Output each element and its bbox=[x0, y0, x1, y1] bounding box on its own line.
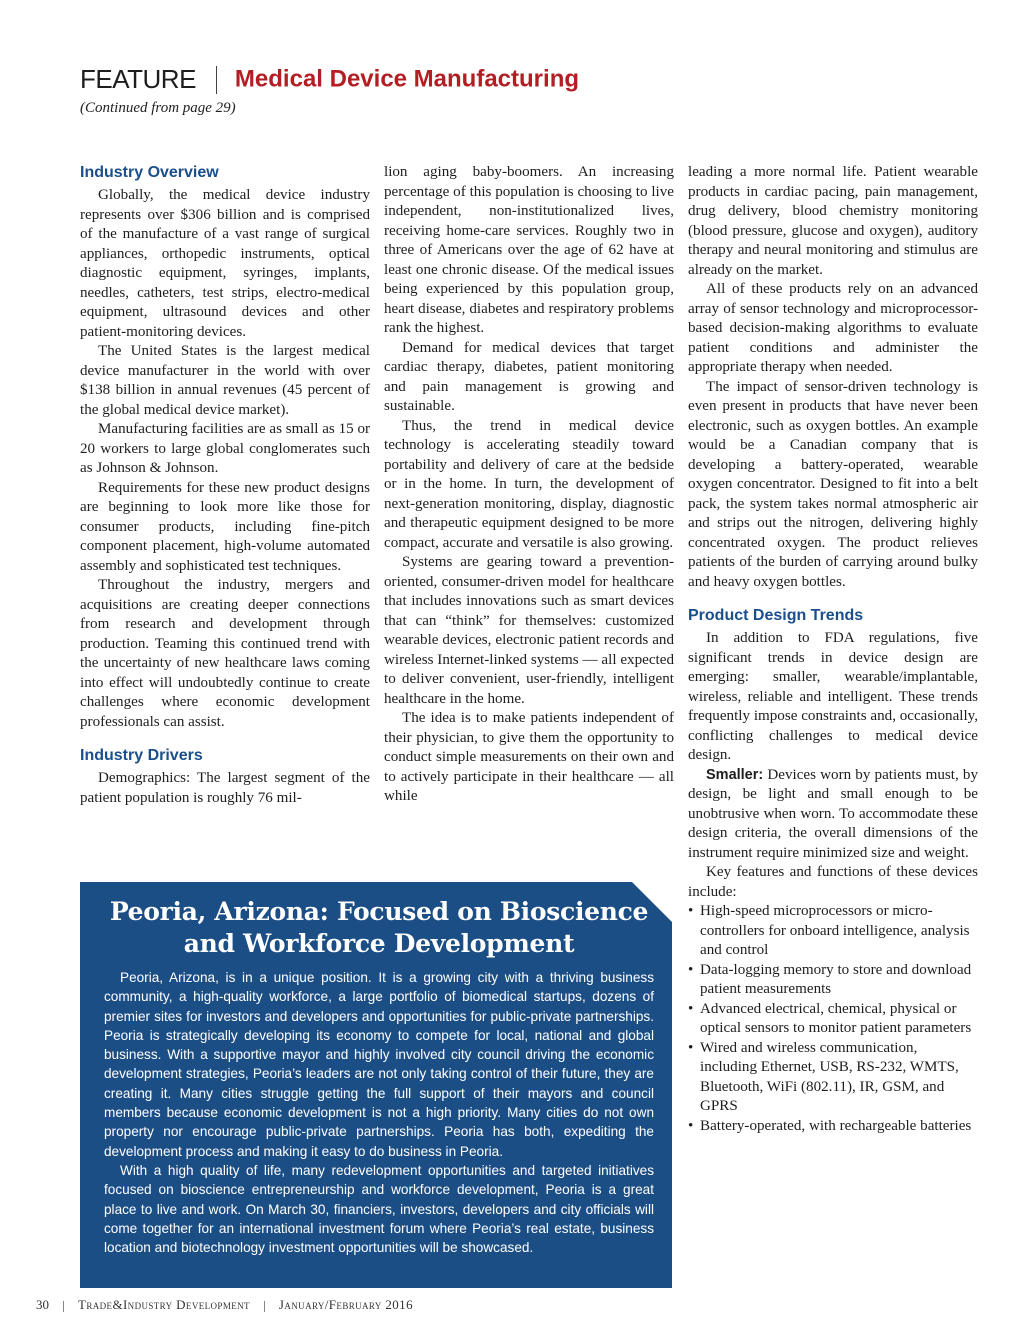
paragraph: Demand for medical devices that target cardiac therapy, diabetes, patient monitoring and pain management is growing and sustainable. bbox=[384, 339, 674, 414]
article-column-1 bbox=[80, 163, 370, 808]
paragraph: The idea is to make patients independent of their physician, to give them the opportunity to conduct simple measurements on their own and to actively participate in their healthcare — all while bbox=[384, 710, 674, 804]
paragraph: Throughout the industry, mergers and acquisitions are creating deeper connections from research and development through production. Teaming this continued trend with the uncertainty of new healthcare laws coming into effect will undoubtedly continue to create challenges where economic development professionals can assist. bbox=[80, 577, 370, 730]
sidebar-title bbox=[104, 896, 654, 960]
paragraph: Manufacturing facilities are as small as 15 or 20 workers to large global conglomerates such as Johnson & Johnson. bbox=[80, 421, 371, 476]
paragraph: Requirements for these new product designs are beginning to look more like those for consumer products, including fine-pitch component placement, high-volume automated assembly and sophisticated test techniques. bbox=[80, 479, 370, 574]
paragraph-text: Devices worn by patients must, by design, be light and small enough to be unobtrusive when worn. To accommodate these design criteria, the overall dimensions of the instrument require minimized size and weight. bbox=[688, 766, 978, 861]
paragraph: The impact of sensor-driven technology is even present in products that have never been electronic, such as oxygen bottles. An example would be a Canadian company that is developing a battery-operated, wearable oxygen concentrator. Designed to fit into a belt pack, the system takes normal atmospheric air and strips out the nitrogen, delivering highly concentrated oxygen. The product relieves patients of the burden of carrying around bulky and heavy oxygen bottles. bbox=[688, 378, 978, 590]
sidebar-paragraph: Peoria, Arizona, is in a unique position. It is a growing city with a thriving business community, a high-quality workforce, a large portfolio of biomedical startups, dozens of premier sites for investors and developers and opportunities for public-private partnerships. Peoria is strategically developing its economy to compete for local, national and global business. With a supportive mayor and highly involved city council driving the economic development strategies, Peoria’s leaders are not only taking control of their future, they are creating it. Many cities struggle getting the full support of their mayors and council members because economic development is not a high priority. Many cities do not own property nor encourage public-private partnerships. Peoria has both, expediting the development process and making it easy to do business in Peoria. bbox=[104, 970, 654, 1159]
feature-label: FEATURE bbox=[80, 64, 196, 94]
magazine-name: Trade&Industry Development bbox=[78, 1297, 250, 1312]
issue-date: January/February 2016 bbox=[278, 1297, 413, 1312]
paragraph: Thus, the trend in medical device technology is accelerating steadily toward portability and delivery of care at the bedside or in the home. In turn, the development of next-generation monitoring, display, diagnostic and therapeutic equipment designed to be more compact, accurate and versatile is also growing. bbox=[384, 417, 674, 551]
run-in-heading: Smaller: bbox=[706, 766, 764, 783]
list-item: • Wired and wireless communication, including Ethernet, USB, RS-232, WMTS, Bluetooth, WiFi (802.11), IR, GSM, and GPRS bbox=[688, 1039, 978, 1117]
list-item: • Data-logging memory to store and download patient measurements bbox=[688, 961, 978, 1000]
page-header bbox=[80, 64, 579, 100]
continued-note: (Continued from page 29) bbox=[80, 100, 236, 116]
paragraph: Key features and functions of these devices include: bbox=[688, 864, 978, 900]
paragraph: Systems are gearing toward a prevention-oriented, consumer-driven model for healthcare that includes innovations such as smart devices that can “think” for themselves: customized wearable devices, electronic patient records and wireless Internet-linked systems — all expected to deliver convenient, user-friendly, intelligent healthcare in the home. bbox=[384, 554, 674, 707]
sidebar-title-line-2: and Workforce Development bbox=[183, 929, 575, 958]
sidebar-title-line-1: Peoria, Arizona: Focused on Bioscience bbox=[109, 897, 649, 926]
heading-product-design-trends: Product Design Trends bbox=[688, 607, 864, 624]
article-column-2 bbox=[384, 163, 674, 807]
paragraph: All of these products rely on an advanced array of sensor technology and microprocessor-based decision-making algorithms to evaluate patient conditions and administer the appropriate therapy when needed. bbox=[688, 281, 978, 375]
list-item: • Battery-operated, with rechargeable batteries bbox=[688, 1117, 978, 1137]
heading-industry-drivers: Industry Drivers bbox=[80, 747, 203, 764]
page-footer bbox=[36, 1297, 413, 1313]
list-item: • High-speed microprocessors or micro-controllers for onboard intelligence, analysis and control bbox=[688, 902, 978, 961]
paragraph: Globally, the medical device industry represents over $306 billion and is comprised of the manufacture of a vast range of surgical appliances, orthopedic instruments, optical diagnostic equipment, syringes, implants, needles, catheters, test strips, electro-medical equipment, ultrasound devices and other patient-monitoring devices. bbox=[80, 187, 370, 340]
sidebar-paragraph: With a high quality of life, many redevelopment opportunities and targeted initiatives focused on bioscience entrepreneurship and workforce development, Peoria is a great place to live and work. On March 30, financiers, investors, developers and city officials will come together for an international investment forum where Peoria’s real estate, business location and biotechnology investment opportunities will be showcased. bbox=[104, 1162, 654, 1256]
paragraph bbox=[688, 766, 978, 864]
heading-industry-overview: Industry Overview bbox=[80, 164, 219, 181]
footer-divider bbox=[264, 1301, 265, 1312]
section-title: Medical Device Manufacturing bbox=[234, 65, 580, 93]
sidebar-content bbox=[104, 896, 654, 1257]
sidebar-box bbox=[80, 882, 672, 1288]
header-divider bbox=[216, 66, 217, 94]
feature-list bbox=[688, 902, 978, 1136]
page-number: 30 bbox=[36, 1297, 49, 1312]
article-column-3 bbox=[688, 163, 978, 1136]
paragraph: In addition to FDA regulations, five significant trends in device design are emerging: smaller, wearable/implantable, wireless, reliable and intelligent. These trends frequently impose constraints and, occasionally, conflicting challenges to medical device design. bbox=[688, 630, 978, 763]
paragraph: The United States is the largest medical device manufacturer in the world with over $138 billion in annual revenues (45 percent of the global medical device market). bbox=[80, 343, 370, 418]
paragraph: lion aging baby-boomers. An increasing percentage of this population is choosing to live independent, non-institutionalized lives, receiving home-care services. Roughly two in three of Americans over the age of 62 have at least one chronic disease. Of the medical issues being experienced by this population group, heart disease, diabetes and respiratory problems rank the highest. bbox=[384, 164, 674, 336]
footer-divider bbox=[63, 1301, 64, 1312]
list-item: • Advanced electrical, chemical, physical or optical sensors to monitor patient parameters bbox=[688, 1000, 978, 1039]
paragraph: Demographics: The largest segment of the patient population is roughly 76 mil- bbox=[80, 770, 370, 806]
paragraph: leading a more normal life. Patient wearable products in cardiac pacing, pain management, drug delivery, blood chemistry monitoring (blood pressure, glucose and oxygen), auditory therapy and neural monitoring and stimulus are already on the market. bbox=[688, 164, 978, 278]
